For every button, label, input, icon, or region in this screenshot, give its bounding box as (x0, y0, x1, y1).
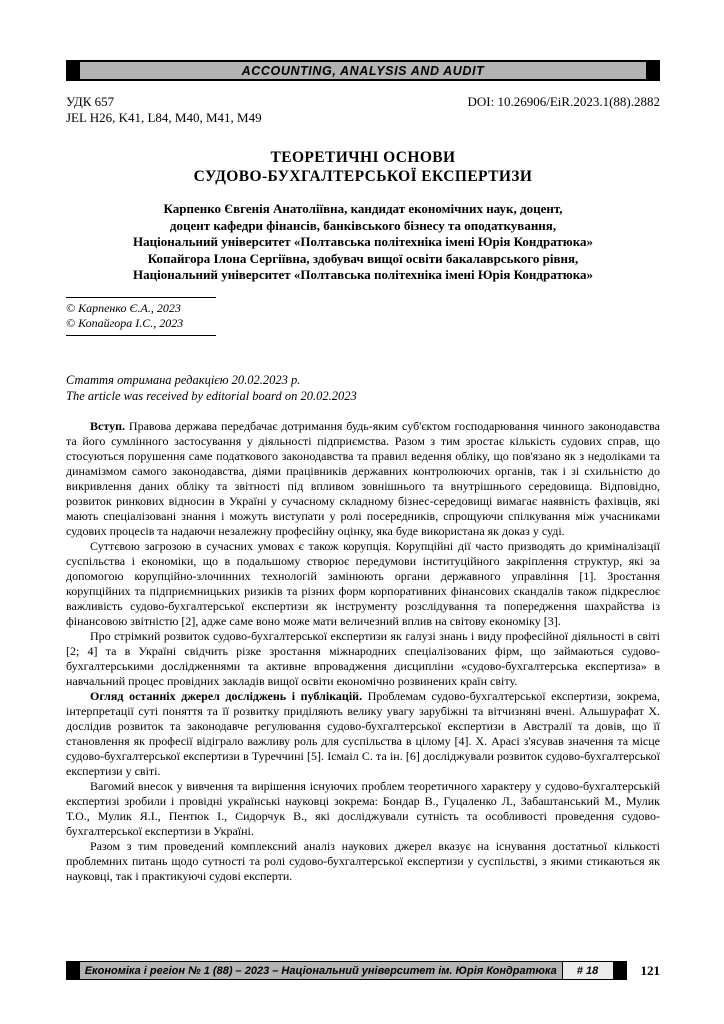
author-line: Національний університет «Полтавська політехніка імені Юрія Кондратюка» (133, 267, 593, 282)
doi: DOI: 10.26906/EiR.2023.1(88).2882 (467, 94, 660, 109)
paragraph (66, 539, 660, 629)
meta-left (66, 94, 262, 126)
page-number: 121 (640, 962, 660, 978)
footer-issue-mark: # 18 (563, 961, 613, 980)
article-meta (66, 94, 660, 126)
paragraph (66, 689, 660, 779)
copyright-bottom-rule (66, 335, 216, 336)
paragraph (66, 839, 660, 884)
copyright-line: © Копайгора І.С., 2023 (66, 315, 184, 330)
paragraph-text: Вагомий внесок у вивчення та вирішення існуючих проблем теоретичного характеру у судово-бухгалтерській експертизі зробили і провідні українські науковці зокрема: Бондар В., Гуцаленко Л., Забаштанський М., Мулик Т.О., Мулик Я.І., Пентюк І., Сидорчук В., які досліджували сутність та особливості проведення судово-бухгалтерської експертизи в Україні. (66, 778, 660, 838)
copyright-lines (66, 298, 660, 335)
author-line: Карпенко Євгенія Анатоліївна, кандидат економічних наук, доцент, (163, 201, 563, 216)
paragraph-lead: Огляд останніх джерел досліджень і публікацій. (90, 688, 363, 703)
article-title (66, 148, 660, 186)
received-block (66, 372, 660, 404)
copyright-block (66, 297, 660, 336)
paragraph-text: Суттєвою загрозою в сучасних умовах є також корупція. Корупційні дії часто призводять до криміналізації суспільства і економіки, що в подальшому створює передумови інституційного закріплення структур, які за допомогою корупційно-злочинних технологій замінюють органи державного управління [1]. Зростання корупційних та підприємницьких ризиків та різних форм корпоративних фінансових скандалів також підкреслює важливість судово-бухгалтерської експертизи як інструменту розслідування та попередження шахрайства із фінансовою звітністю [2], адже саме воно може мати величезний вплив на світову економіку [3]. (66, 538, 660, 628)
received-en: The article was received by editorial board on 20.02.2023 (66, 388, 357, 403)
paragraph (66, 419, 660, 539)
header-left-cap (66, 60, 80, 81)
authors-block (66, 201, 660, 284)
footer-journal-line: Економіка і регіон № 1 (88) – 2023 – Національний університет ім. Юрія Кондратюка (80, 961, 563, 980)
paragraph-text: Правова держава передбачає дотримання будь-яким суб'єктом господарювання чинного законодавства та його сумлінного застосування у діяльності підприємства. Разом з тим зростає кількість судових справ, що стосуються порушення саме податкового законодавства та правил ведення обліку, що пов'язано як з недоліками та динамізмом самого законодавства, діями працівників державних контролюючих органів, так і зі схильністю до викривлення даних обліку та звітності під впливом зовнішнього та внутрішнього середовища. Відповідно, розвиток ринкових відносин в Україні у сучасному складному бізнес-середовищі вимагає наявність фахівців, які мають спеціалізовані знання і можуть виступати у ролі посередників, спрощуючи спілкування між учасниками судових процесів та надаючи незалежну професійну оцінку, яка буде використана як доказ у суді. (66, 418, 660, 538)
article-title-line2: СУДОВО-БУХГАЛТЕРСЬКОЇ ЕКСПЕРТИЗИ (193, 168, 533, 185)
footer-bar (66, 961, 660, 980)
udk-code: УДК 657 (66, 94, 115, 109)
footer-right-cap (613, 961, 627, 980)
footer-left-cap (66, 961, 80, 980)
paragraph-text: Про стрімкий розвиток судово-бухгалтерської експертизи як галузі знань і виду професійної діяльності в світі [2; 4] та в Україні свідчить різке зростання міжнародних спеціалізованих фірм, що займаються судово-бухгалтерськими дослідженнями та активне впровадження дисципліни «судово-бухгалтерська експертиза» в навчальний процес провідних закладів вищої освіти економічно розвинених країн світу. (66, 628, 660, 688)
section-header-bar (66, 60, 660, 81)
copyright-line: © Карпенко Є.А., 2023 (66, 300, 181, 315)
received-ua: Стаття отримана редакцією 20.02.2023 р. (66, 372, 301, 387)
author-line: Національний університет «Полтавська політехніка імені Юрія Кондратюка» (133, 234, 593, 249)
author-line: Копайгора Ілона Сергіївна, здобувач вищої освіти бакалаврського рівня, (147, 250, 579, 266)
paragraph-text: Разом з тим проведений комплексний аналіз наукових джерел вказує на існування достатньої кількості проблемних питань щодо сутності та ролі судово-бухгалтерської експертизи у суспільстві, з якими стикаються як науковці, так і практикуючі судові експерти. (66, 838, 660, 883)
header-right-cap (646, 60, 660, 81)
article-title-line1: ТЕОРЕТИЧНІ ОСНОВИ (270, 149, 456, 166)
section-title: ACCOUNTING, ANALYSIS AND AUDIT (80, 60, 646, 81)
paragraph-lead: Вступ. (90, 418, 125, 433)
author-line: доцент кафедри фінансів, банківського бізнесу та оподаткування, (169, 217, 557, 233)
article-body (66, 419, 660, 884)
jel-codes: JEL H26, K41, L84, M40, M41, M49 (66, 110, 262, 125)
paragraph (66, 629, 660, 689)
paragraph-text: Проблемам судово-бухгалтерської експертизи, зокрема, інтерпретації суті поняття та її розвитку приділяють велику увагу зарубіжні та вітчизняні вчені. Альшурафат Х. дослідив розвиток та законодавче регулювання судово-бухгалтерської експертизи в Австралії та довів, що її становлення як професії відіграло важливу роль для суспільства в цілому [4]. Х. Арасі з'ясував значення та місце судово-бухгалтерської експертизи в Туреччині [5]. Ісмаіл С. та ін. [6] досліджували розвиток судово-бухгалтерської експертизи у світі. (66, 688, 660, 778)
paragraph (66, 779, 660, 839)
